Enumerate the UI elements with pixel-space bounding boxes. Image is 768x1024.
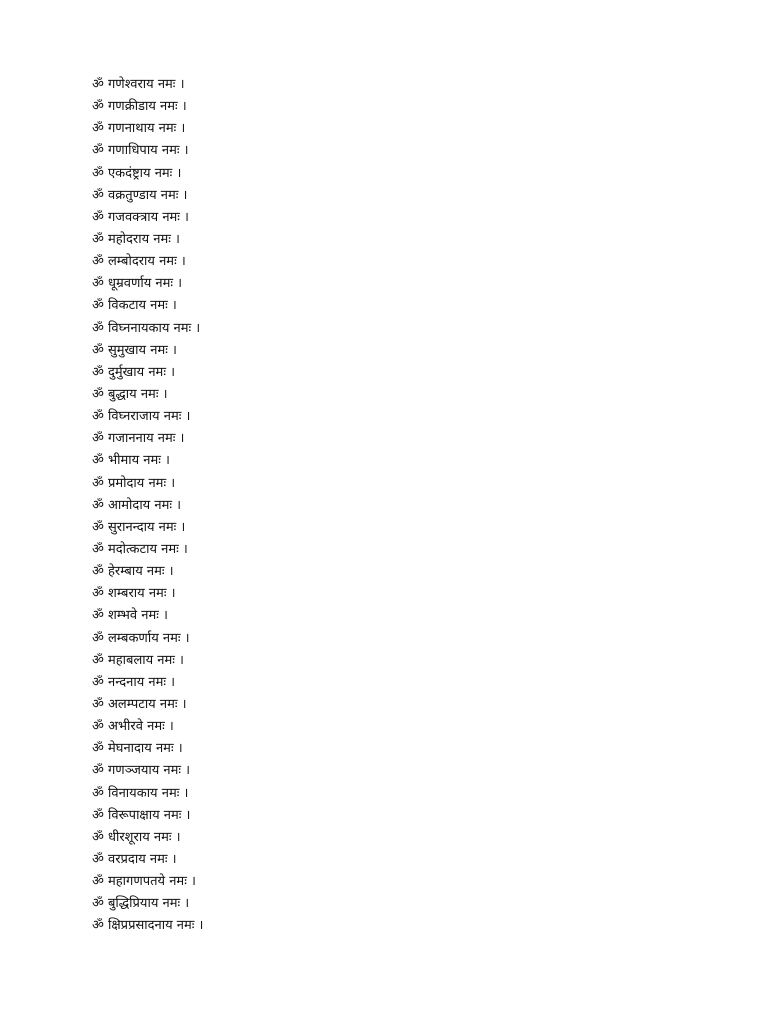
mantra-line: ॐ गणेश्वराय नमः । [92,77,185,92]
mantra-line: ॐ आमोदाय नमः । [92,497,182,513]
mantra-line: ॐ गजाननाय नमः । [92,431,185,447]
mantra-line: ॐ गणक्रीडाय नमः । [92,99,187,115]
mantra-line: ॐ अलम्पटाय नमः । [92,696,187,712]
mantra-list [92,74,203,937]
mantra-line: ॐ अभीरवे नमः । [92,719,174,735]
mantra-line: ॐ धूम्रवर्णाय नमः । [92,276,183,292]
mantra-line: ॐ विघ्नराजाय नमः । [92,409,191,425]
mantra-line: ॐ दुर्मुखाय नमः । [92,364,176,380]
mantra-line: ॐ विरूपाक्षाय नमः । [92,807,191,823]
mantra-line: ॐ लम्बोदराय नमः । [92,254,186,270]
mantra-line: ॐ विकटाय नमः । [92,298,177,314]
mantra-line: ॐ सुमुखाय नमः । [92,342,177,358]
mantra-line: ॐ महागणपतये नमः । [92,874,196,890]
mantra-line: ॐ वक्रतुण्डाय नमः । [92,187,188,203]
mantra-line: ॐ बुद्धिप्रियाय नमः । [92,896,190,912]
mantra-line: ॐ धीरशूराय नमः । [92,829,181,845]
mantra-line: ॐ वरप्रदाय नमः । [92,851,177,867]
mantra-line: ॐ भीमाय नमः । [92,453,170,469]
mantra-line: ॐ सुरानन्दाय नमः । [92,519,186,535]
mantra-line: ॐ प्रमोदाय नमः । [92,475,176,491]
mantra-line: ॐ एकदंष्ट्राय नमः । [92,165,182,181]
mantra-line: ॐ गजवक्त्राय नमः । [92,209,189,225]
mantra-line: ॐ गणञ्जयाय नमः । [92,763,191,779]
mantra-line: ॐ शम्बराय नमः । [92,586,176,602]
mantra-line: ॐ महोदराय नमः । [92,231,180,247]
mantra-line: ॐ मदोत्कटाय नमः । [92,541,188,557]
mantra-line: ॐ विनायकाय नमः । [92,785,189,801]
mantra-line: ॐ क्षिप्रप्रसादनाय नमः । [92,918,204,934]
mantra-line: ॐ मेघनादाय नमः । [92,741,183,757]
mantra-line: ॐ शम्भवे नमः । [92,608,168,624]
mantra-line: ॐ महाबलाय नमः । [92,652,184,668]
mantra-line: ॐ बुद्धाय नमः । [92,386,168,402]
mantra-line: ॐ लम्बकर्णाय नमः । [92,630,190,646]
mantra-line: ॐ विघ्ननायकाय नमः । [92,320,201,336]
mantra-line: ॐ हेरम्बाय नमः । [92,564,174,580]
mantra-line: ॐ गणाधिपाय नमः । [92,143,189,159]
mantra-line: ॐ गणनाथाय नमः । [92,121,186,137]
mantra-line: ॐ नन्दनाय नमः । [92,674,176,690]
